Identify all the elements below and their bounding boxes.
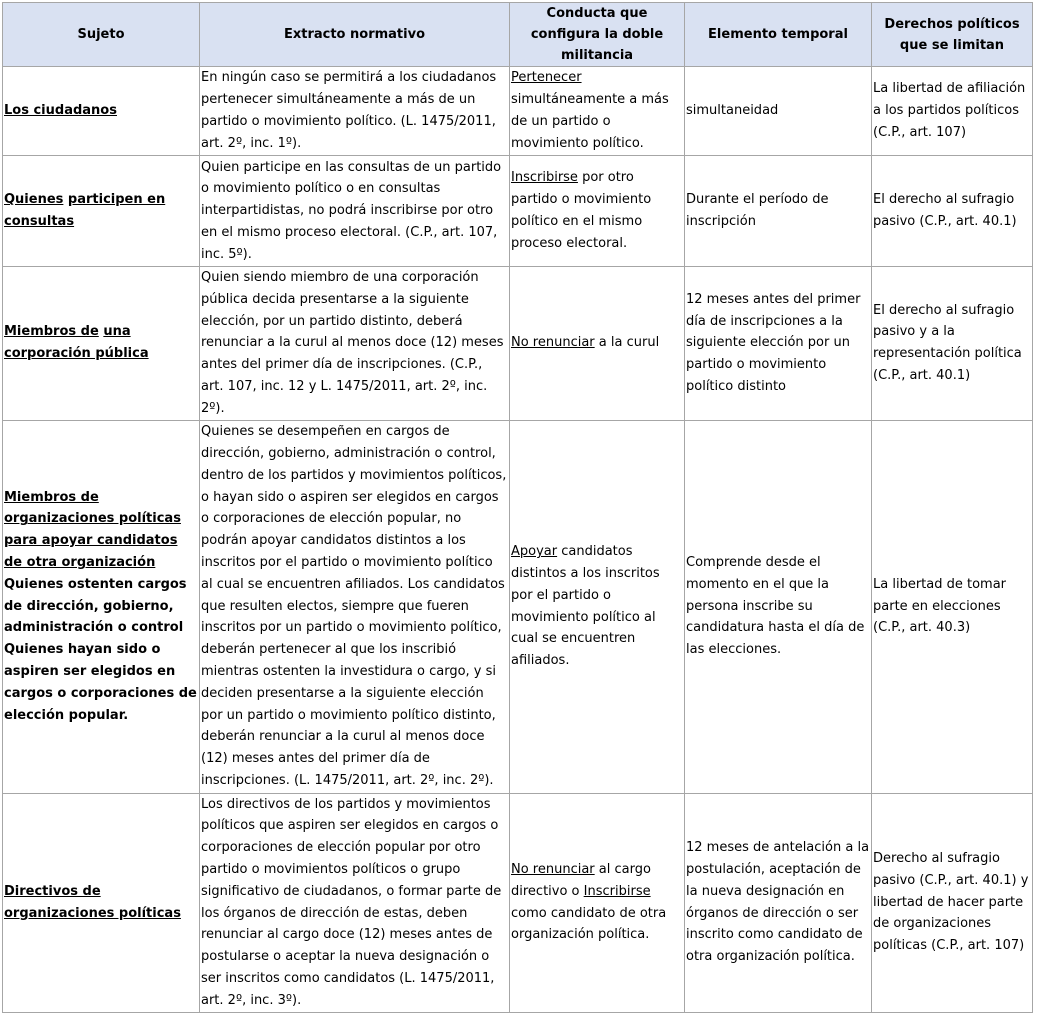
underlined-text: Directivos de [4, 883, 101, 899]
underlined-text: una corporación pública [4, 324, 149, 362]
cell-sujeto [3, 420, 200, 793]
cell-extracto: Quien siendo miembro de una corporación pública decida presentarse a la siguiente elección, por un partido distinto, deberá renunciar a la curul al menos doce (12) meses antes del primer día de inscripciones. (C.P., art. 107, inc. 12 y L. 1475/2011, art. 2º, inc. 2º). [200, 267, 510, 421]
cell-conducta [510, 67, 685, 156]
cell-sujeto [3, 156, 200, 267]
underlined-text: Los ciudadanos [4, 103, 117, 119]
cell-sujeto [3, 793, 200, 1012]
cell-extracto: En ningún caso se permitirá a los ciudadanos pertenecer simultáneamente a más de un partido o movimiento político. (L. 1475/2011, art. 2º, inc. 1º). [200, 67, 510, 156]
sujeto-line: Quienes ostenten cargos de dirección, gobierno, administración o control [4, 576, 187, 636]
cell-conducta [510, 420, 685, 793]
table-row [3, 793, 1033, 1012]
cell-sujeto [3, 67, 200, 156]
header-conducta: Conducta que configura la doble militancia [510, 3, 685, 67]
cell-sujeto [3, 267, 200, 421]
cell-temporal: simultaneidad [685, 67, 872, 156]
text-segment: candidatos distintos a los inscritos por el partido o movimiento político al cual se encuentren afiliados. [511, 544, 660, 669]
underlined-text: Quienes [4, 192, 64, 208]
cell-extracto: Los directivos de los partidos y movimientos políticos que aspiren ser elegidos en cargos o corporaciones de elección popular por otro partido o movimientos políticos o grupo significativo de ciudadanos, o formar parte de los órganos de dirección de estas, deben renunciar al cargo doce (12) meses antes de postularse o aceptar la nueva designación o ser inscritos como candidatos (L. 1475/2011, art. 2º, inc. 3º). [200, 793, 510, 1012]
header-extracto: Extracto normativo [200, 3, 510, 67]
text-segment: por otro partido o movimiento político en el mismo proceso electoral. [511, 170, 652, 251]
cell-conducta [510, 793, 685, 1012]
underlined-text: Miembros de [4, 324, 99, 340]
table-row [3, 267, 1033, 421]
underlined-text: Apoyar [511, 544, 558, 560]
cell-conducta [510, 267, 685, 421]
underlined-text: No renunciar [511, 861, 595, 877]
underlined-text: organizaciones políticas [4, 905, 181, 921]
cell-temporal: 12 meses de antelación a la postulación, aceptación de la nueva designación en órganos de dirección o ser inscrito como candidato de otra organización política. [685, 793, 872, 1012]
cell-extracto: Quienes se desempeñen en cargos de dirección, gobierno, administración o control, dentro de los partidos y movimientos políticos, o hayan sido o aspiren ser elegidos en cargos o corporaciones de elección popular, no podrán apoyar candidatos distintos a los inscritos por el partido o movimiento político al cual se encuentren afiliados. Los candidatos que resulten electos, siempre que fueren inscritos por un partido o movimiento político, deberán pertenecer al que los inscribió mientras ostenten la investidura o cargo, y si deciden presentarse a la siguiente elección por un partido o movimiento político distinto, deberán renunciar a la curul al menos doce (12) meses antes del primer día de inscripciones. (L. 1475/2011, art. 2º, inc. 2º). [200, 420, 510, 793]
table-row [3, 156, 1033, 267]
sujeto-line: Quienes hayan sido o aspiren ser elegidos en cargos o corporaciones de elección popular. [4, 642, 197, 723]
header-temporal: Elemento temporal [685, 3, 872, 67]
cell-derechos: El derecho al sufragio pasivo y a la representación política (C.P., art. 40.1) [872, 267, 1033, 421]
underlined-text: No renunciar [511, 335, 595, 351]
cell-temporal: Durante el período de inscripción [685, 156, 872, 267]
sujeto-line: Miembros de organizaciones políticas para apoyar candidatos de otra organización [4, 489, 181, 571]
underlined-text: participen en consultas [4, 192, 166, 229]
underlined-text: Inscribirse [583, 883, 651, 899]
underlined-text: Inscribirse [511, 170, 578, 186]
cell-derechos: El derecho al sufragio pasivo (C.P., art. 40.1) [872, 156, 1033, 267]
table-row [3, 420, 1033, 793]
cell-derechos: Derecho al sufragio pasivo (C.P., art. 40.1) y libertad de hacer parte de organizaciones políticas (C.P., art. 107) [872, 793, 1033, 1012]
text-segment: al cargo directivo o [511, 861, 651, 899]
cell-conducta [510, 156, 685, 267]
doble-militancia-table [2, 2, 1033, 1013]
cell-extracto: Quien participe en las consultas de un partido o movimiento político o en consultas interpartidistas, no podrá inscribirse por otro en el mismo proceso electoral. (C.P., art. 107, inc. 5º). [200, 156, 510, 267]
cell-temporal: 12 meses antes del primer día de inscripciones a la siguiente elección por un partido o movimiento político distinto [685, 267, 872, 421]
cell-derechos: La libertad de afiliación a los partidos políticos (C.P., art. 107) [872, 67, 1033, 156]
text-segment: simultáneamente a más de un partido o movimiento político. [511, 92, 669, 151]
table-row [3, 67, 1033, 156]
header-row [3, 3, 1033, 67]
cell-derechos: La libertad de tomar parte en elecciones (C.P., art. 40.3) [872, 420, 1033, 793]
header-derechos: Derechos políticos que se limitan [872, 3, 1033, 67]
text-segment: como candidato de otra organización política. [511, 905, 667, 943]
header-sujeto: Sujeto [3, 3, 200, 67]
underlined-text: Pertenecer [511, 70, 582, 86]
text-segment: a la curul [594, 335, 660, 351]
cell-temporal: Comprende desde el momento en el que la persona inscribe su candidatura hasta el día de las elecciones. [685, 420, 872, 793]
